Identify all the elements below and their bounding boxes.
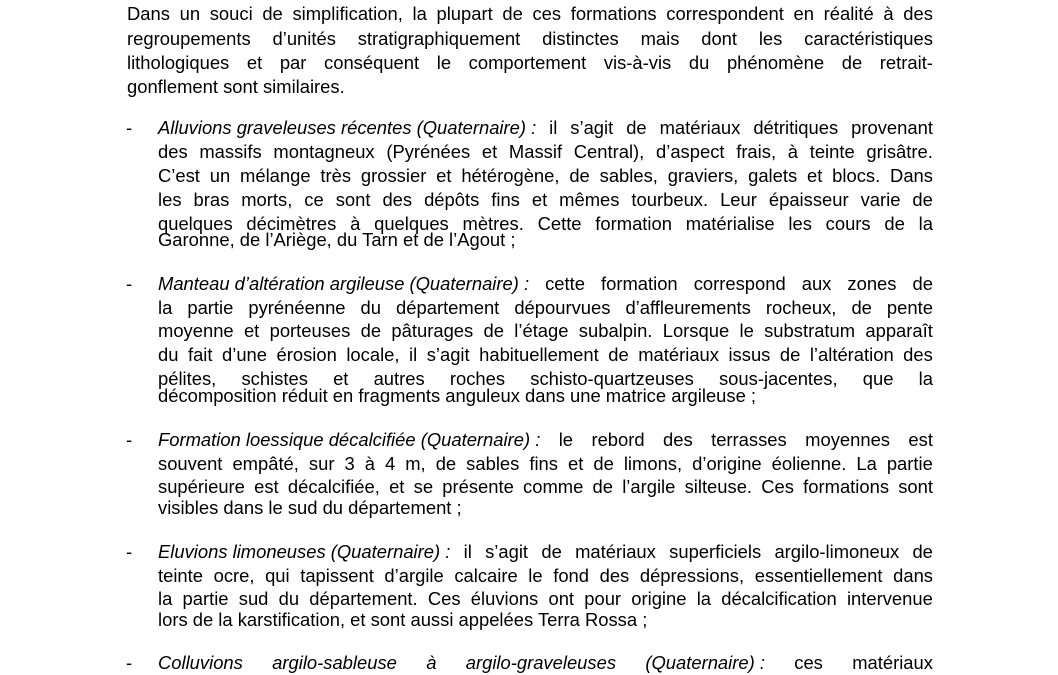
word: de: [360, 320, 382, 341]
word: sous-jacentes,: [718, 368, 838, 389]
word: de: [435, 453, 457, 474]
word: les: [788, 213, 812, 234]
word: la: [918, 368, 933, 389]
word: graviers,: [667, 165, 739, 186]
word: décimètres: [246, 213, 337, 234]
word: et: [243, 320, 260, 341]
word: d’origine: [692, 453, 762, 474]
word: plupart: [436, 3, 493, 24]
word: partie: [886, 453, 933, 474]
word: argilo-limoneux: [774, 541, 900, 562]
word: qui: [265, 565, 290, 586]
word: des: [903, 3, 933, 24]
word: sont: [335, 189, 371, 210]
word: ce: [304, 189, 324, 210]
word: quelques: [374, 213, 449, 234]
word: sont: [898, 476, 933, 497]
word: des: [382, 189, 413, 210]
word: grossier: [360, 165, 427, 186]
item-2-line-1: [158, 273, 933, 295]
word: bras: [193, 189, 230, 210]
item-1-line-4: [158, 189, 933, 211]
word: apparaît: [865, 320, 933, 341]
word: roches: [449, 368, 506, 389]
item-1-line-2: [158, 141, 933, 163]
item-heading-text: (Quaternaire) :: [645, 652, 765, 673]
word: de: [779, 344, 801, 365]
word: La: [856, 453, 877, 474]
word: ces: [532, 3, 562, 24]
word: morts,: [241, 189, 293, 210]
word: souci: [209, 3, 253, 24]
word: caractéristiques: [804, 28, 933, 49]
word: distinctes: [542, 28, 619, 49]
word: de: [884, 213, 905, 234]
word: formation: [601, 273, 678, 294]
word: des: [663, 429, 693, 450]
word: mètres.: [462, 213, 524, 234]
word: quelques: [158, 213, 233, 234]
word: ocre,: [213, 565, 255, 586]
word: issus: [728, 344, 771, 365]
word: simplification,: [292, 3, 403, 24]
word: l’argile: [622, 476, 676, 497]
item-2-line-2: [158, 297, 933, 319]
word: ces: [794, 652, 823, 673]
word: Ces: [761, 476, 794, 497]
word: sur: [308, 453, 335, 474]
word: département: [396, 297, 500, 318]
word: présente: [442, 476, 514, 497]
word: hétérogène,: [461, 165, 560, 186]
word: pour: [584, 588, 622, 609]
word: le: [558, 429, 574, 450]
word: provenant: [851, 117, 933, 138]
word: pélites,: [158, 368, 217, 389]
word: des: [903, 344, 933, 365]
bullet-dash: -: [126, 429, 133, 450]
word: comme: [523, 476, 584, 497]
word: cette: [545, 273, 585, 294]
item-4-line-1: [158, 541, 933, 563]
word: décalcification: [721, 588, 837, 609]
word: des: [599, 565, 630, 586]
word: se: [413, 476, 434, 497]
item-1-line-3: [158, 165, 933, 187]
intro-line-3: [127, 52, 933, 74]
word: Central),: [573, 141, 645, 162]
word: Ces: [427, 588, 461, 609]
word: vis-à-vis: [603, 52, 672, 73]
word: à: [883, 3, 894, 24]
word: s’agit: [570, 117, 614, 138]
item-heading-text: Colluvions: [158, 652, 243, 673]
word: fait: [187, 344, 213, 365]
bullet-dash: -: [126, 273, 133, 294]
word: moyennes: [805, 429, 890, 450]
word: tourbeux.: [631, 189, 709, 210]
word: est: [908, 429, 933, 450]
word: les: [158, 189, 182, 210]
word: la: [158, 588, 173, 609]
item-heading-text: Formation loessique décalcifiée (Quaternaire) :: [158, 429, 541, 450]
word: la: [696, 588, 712, 609]
word: dont: [701, 28, 738, 49]
item-4-line-3: [158, 588, 933, 610]
item-3-line-4: visibles dans le sud du département ;: [158, 497, 462, 518]
word: montagneux: [273, 141, 375, 162]
word: retrait-: [879, 52, 933, 73]
word: 3: [344, 453, 355, 474]
word: à: [350, 213, 361, 234]
word: les: [758, 28, 783, 49]
word: moyenne: [158, 320, 234, 341]
word: de: [608, 344, 629, 365]
word: par: [279, 52, 307, 73]
word: le: [436, 52, 452, 73]
item-heading-text: argilo-graveleuses: [465, 652, 617, 673]
word: mélange: [240, 165, 311, 186]
word: de: [851, 297, 872, 318]
word: fins: [529, 453, 558, 474]
word: comportement: [468, 52, 587, 73]
word: de: [912, 273, 933, 294]
word: il: [409, 344, 418, 365]
intro-line-4: gonflement sont similaires.: [127, 76, 345, 97]
word: en: [793, 3, 814, 24]
word: la: [412, 3, 427, 24]
word: Massif: [508, 141, 563, 162]
word: matériaux: [575, 541, 656, 562]
word: substratum: [764, 320, 856, 341]
word: et: [807, 165, 823, 186]
word: Cette: [537, 213, 582, 234]
word: matériaux: [638, 344, 719, 365]
word: mêmes: [559, 189, 620, 210]
item-4-line-2: [158, 565, 933, 587]
word: grisâtre.: [866, 141, 933, 162]
word: de: [593, 453, 614, 474]
item-heading-text: Eluvions limoneuses (Quaternaire) :: [158, 541, 451, 562]
word: schisto-quartzeuses: [530, 368, 694, 389]
word: la: [158, 297, 173, 318]
word: rocheux,: [765, 297, 837, 318]
word: réalité: [823, 3, 874, 24]
word: stratigraphiquement: [357, 28, 521, 49]
word: conséquent: [324, 52, 420, 73]
word: superficiels: [669, 541, 762, 562]
word: correspondent: [666, 3, 784, 24]
item-heading-text: Manteau d’altération argileuse (Quaternaire) :: [158, 273, 530, 294]
word: dans: [893, 565, 933, 586]
word: un: [179, 3, 201, 24]
item-3-line-3: [158, 476, 933, 498]
item-3-line-1: [158, 429, 933, 451]
word: formation: [595, 213, 672, 234]
word: s’agit: [426, 344, 470, 365]
word: limons,: [623, 453, 683, 474]
item-heading-text: Alluvions graveleuses récentes (Quaternaire) :: [158, 117, 537, 138]
word: de: [502, 3, 523, 24]
word: du: [360, 297, 382, 318]
word: de: [569, 165, 590, 186]
word: de: [626, 117, 647, 138]
word: partie: [182, 588, 229, 609]
intro-line-2: [127, 28, 933, 50]
word: fond: [553, 565, 589, 586]
word: d’affleurements: [625, 297, 751, 318]
word: calcaire: [454, 565, 518, 586]
word: très: [320, 165, 352, 186]
word: et: [436, 165, 452, 186]
bullet-dash: -: [126, 117, 133, 138]
word: que: [862, 368, 894, 389]
word: de: [483, 320, 504, 341]
word: C’est: [158, 165, 200, 186]
word: du: [158, 344, 179, 365]
word: formations: [803, 476, 890, 497]
word: détritiques: [753, 117, 839, 138]
word: de: [262, 3, 283, 24]
word: épaisseur: [768, 189, 849, 210]
word: et: [246, 52, 263, 73]
word: dépressions,: [639, 565, 745, 586]
word: formations: [570, 3, 657, 24]
word: de: [541, 541, 562, 562]
word: m,: [405, 453, 426, 474]
word: un: [209, 165, 231, 186]
word: regroupements: [127, 28, 251, 49]
item-2-line-4: [158, 344, 933, 366]
word: blocs.: [832, 165, 881, 186]
word: phénomène: [726, 52, 825, 73]
word: le: [739, 320, 754, 341]
word: essentiellement: [754, 565, 883, 586]
word: et: [568, 453, 584, 474]
word: de: [912, 541, 933, 562]
word: l’étage: [514, 320, 569, 341]
word: d’aspect: [656, 141, 725, 162]
word: et: [481, 141, 498, 162]
bullet-dash: -: [126, 541, 133, 562]
item-4-line-4: lors de la karstification, et sont aussi appelées Terra Rossa ;: [158, 609, 648, 630]
word: Dans: [127, 3, 170, 24]
word: de: [841, 52, 863, 73]
word: (Pyrénées: [386, 141, 471, 162]
word: de: [592, 476, 614, 497]
word: locale,: [346, 344, 400, 365]
word: éolienne.: [771, 453, 847, 474]
word: 4: [384, 453, 396, 474]
word: Dans: [890, 165, 933, 186]
word: il: [463, 541, 472, 562]
item-2-line-6: décomposition réduit en fragments anguleux dans une matrice argileuse ;: [158, 385, 757, 406]
word: et: [333, 368, 349, 389]
item-2-line-3: [158, 320, 933, 342]
word: varie: [860, 189, 901, 210]
word: autres: [373, 368, 425, 389]
word: du: [278, 588, 300, 609]
word: mais: [640, 28, 680, 49]
item-heading-text: à: [426, 652, 437, 673]
intro-line-1: [127, 3, 933, 25]
word: éluvions: [470, 588, 539, 609]
word: porteuses: [269, 320, 351, 341]
item-5-line-1: [158, 652, 933, 674]
word: et: [389, 476, 405, 497]
word: rebord: [591, 429, 645, 450]
item-heading-text: argilo-sableuse: [272, 652, 397, 673]
word: frais,: [736, 141, 777, 162]
word: supérieure: [158, 476, 245, 497]
word: schistes: [241, 368, 308, 389]
word: du: [688, 52, 710, 73]
word: dépourvues: [514, 297, 611, 318]
word: correspond: [693, 273, 786, 294]
word: érosion: [276, 344, 337, 365]
word: origine: [631, 588, 687, 609]
word: teinte: [809, 141, 855, 162]
word: Leur: [720, 189, 757, 210]
word: et: [531, 189, 548, 210]
word: ont: [548, 588, 575, 609]
word: aux: [801, 273, 832, 294]
word: sud: [238, 588, 269, 609]
word: pâturages: [391, 320, 474, 341]
word: décalcifiée,: [287, 476, 380, 497]
word: il: [549, 117, 558, 138]
word: terrasses: [711, 429, 787, 450]
word: tapissent: [300, 565, 374, 586]
bullet-dash: -: [126, 652, 133, 673]
word: partie: [187, 297, 234, 318]
word: fins: [491, 189, 520, 210]
word: le: [528, 565, 543, 586]
item-1-line-1: [158, 117, 933, 139]
word: sables,: [599, 165, 658, 186]
word: pente: [886, 297, 933, 318]
word: lithologiques: [127, 52, 230, 73]
word: sables: [466, 453, 520, 474]
word: matérialise: [685, 213, 775, 234]
word: subalpin.: [578, 320, 653, 341]
word: silteuse.: [684, 476, 753, 497]
word: matériaux: [852, 652, 933, 673]
word: d’une: [222, 344, 268, 365]
word: à: [787, 141, 798, 162]
word: cours: [825, 213, 871, 234]
word: empâté,: [232, 453, 299, 474]
word: souvent: [158, 453, 223, 474]
word: de: [912, 189, 933, 210]
word: matériaux: [659, 117, 741, 138]
word: à: [364, 453, 375, 474]
word: d’argile: [384, 565, 444, 586]
word: la: [918, 213, 933, 234]
item-1-line-6: Garonne, de l’Ariège, du Tarn et de l’Agout ;: [158, 229, 516, 250]
word: département.: [309, 588, 418, 609]
word: des: [158, 141, 188, 162]
word: galets: [748, 165, 798, 186]
word: massifs: [199, 141, 262, 162]
word: pyrénéenne: [248, 297, 346, 318]
word: s’agit: [485, 541, 529, 562]
word: intervenue: [846, 588, 933, 609]
word: teinte: [158, 565, 203, 586]
word: zones: [847, 273, 897, 294]
word: habituellement: [479, 344, 599, 365]
word: d’unités: [272, 28, 336, 49]
word: dépôts: [424, 189, 480, 210]
word: est: [254, 476, 279, 497]
item-3-line-2: [158, 453, 933, 475]
word: l’altération: [809, 344, 894, 365]
word: Lorsque: [662, 320, 730, 341]
